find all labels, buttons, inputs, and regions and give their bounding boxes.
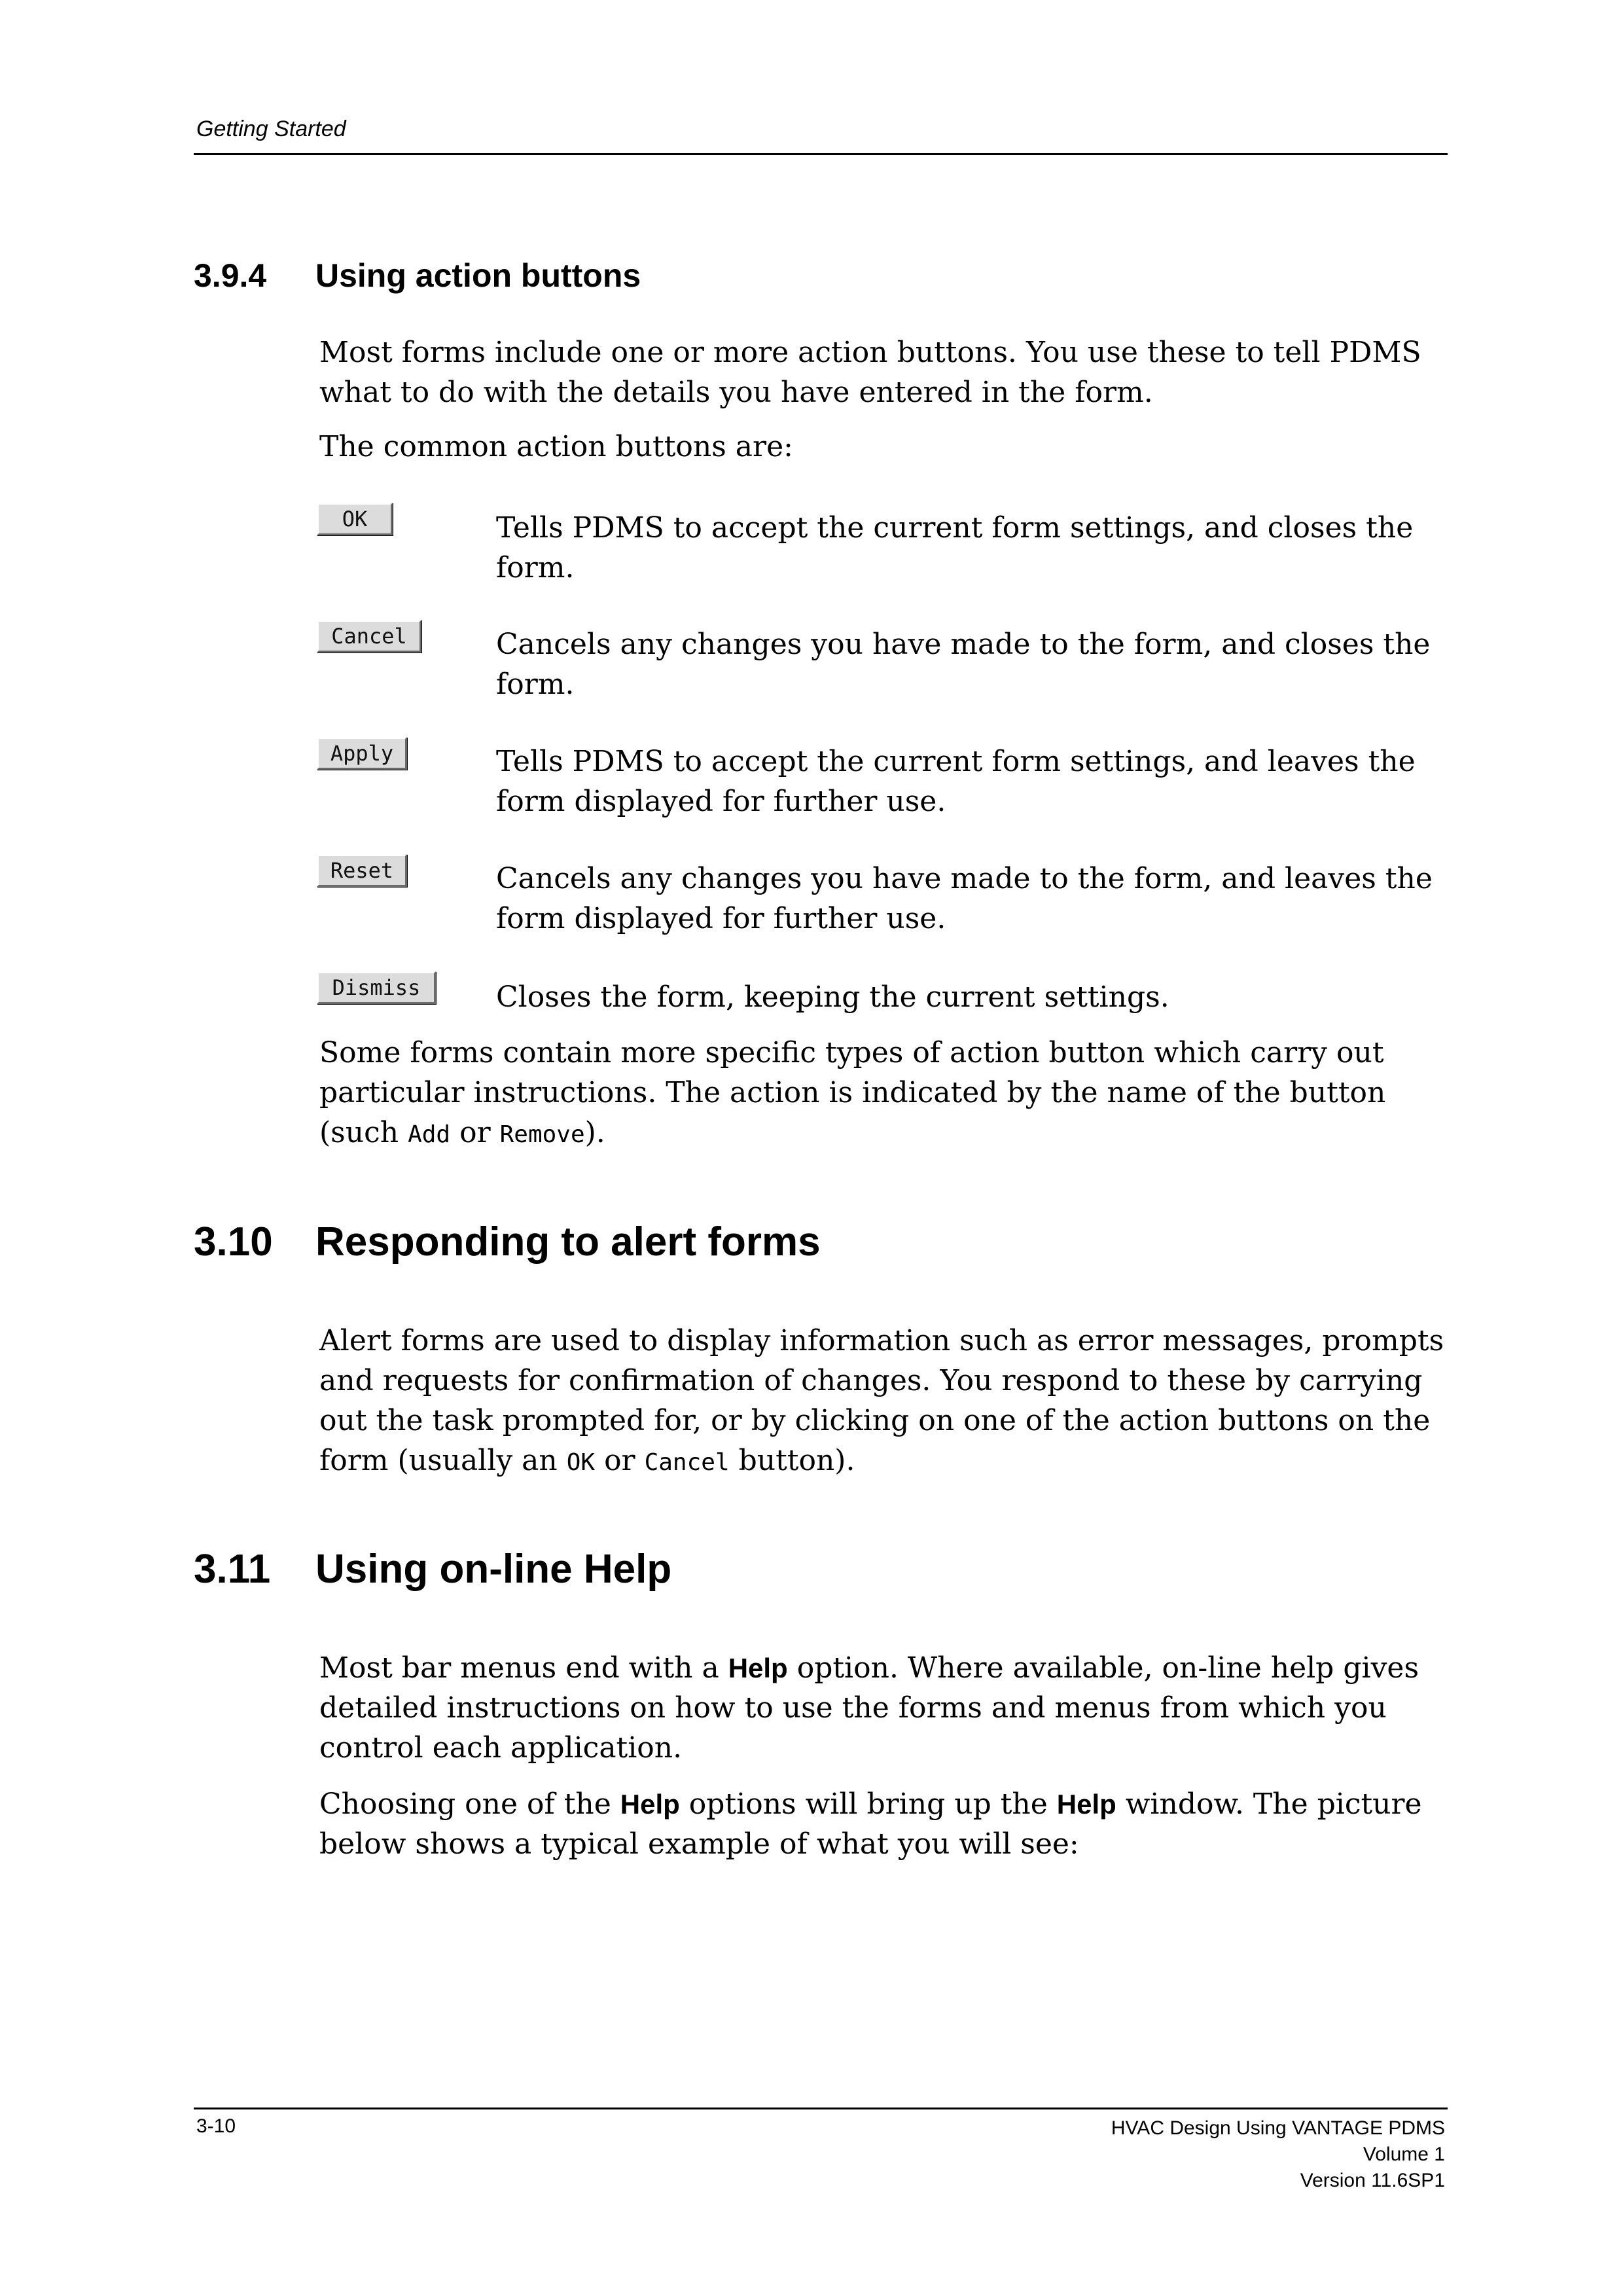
specific-text-b: or: [450, 1116, 500, 1149]
section-heading-3-10: [194, 1219, 821, 1265]
dismiss-button[interactable]: Dismiss: [317, 971, 436, 1004]
alert-text-a: Alert forms are used to display information such as error messages, prompts and requests for confirmation of changes. You respond to these by carrying out the task prompted for, or by clicking on one of the action buttons on the form (usually an: [319, 1324, 1444, 1477]
intro-paragraph: Most forms include one or more action buttons. You use these to tell PDMS what to do with the details you have entered in the form.: [319, 336, 1421, 409]
ok-code: OK: [566, 1449, 596, 1476]
help-p1-text-b: option. Where available, on-line help gives detailed instructions on how to use the forms and menus from which you control each application.: [319, 1651, 1419, 1765]
add-code: Add: [408, 1121, 451, 1148]
help-p2-text-c: window. The picture below shows a typical example of what you will see:: [319, 1787, 1422, 1861]
apply-button-description: Tells PDMS to accept the current form settings, and leaves the form displayed for further use.: [496, 745, 1416, 818]
footer-doc-info: [1111, 2115, 1445, 2194]
header-rule: [194, 153, 1448, 155]
dismiss-button-description: Closes the form, keeping the current settings.: [496, 980, 1169, 1014]
reset-button[interactable]: Reset: [317, 854, 407, 887]
specific-text-c: ).: [584, 1116, 605, 1149]
apply-button[interactable]: Apply: [317, 737, 407, 770]
help-window-paragraph: [319, 1784, 1458, 1864]
ok-button[interactable]: OK: [317, 503, 393, 535]
remove-code: Remove: [499, 1121, 585, 1148]
help-p1-text-a: Most bar menus end with a: [319, 1651, 728, 1685]
reset-button-description: Cancels any changes you have made to the form, and leaves the form displayed for further use.: [496, 862, 1433, 935]
online-help-paragraph: [319, 1648, 1458, 1768]
help-options-term: Help: [620, 1789, 680, 1820]
alert-forms-paragraph: [319, 1321, 1458, 1482]
section-number: 3.11: [194, 1547, 271, 1592]
ok-button-description: Tells PDMS to accept the current form settings, and closes the form.: [496, 511, 1414, 584]
section-heading-3-9-4: [194, 257, 641, 295]
alert-text-c: button).: [729, 1444, 855, 1477]
alert-text-b: or: [595, 1444, 645, 1477]
cancel-button-description: Cancels any changes you have made to the form, and closes the form.: [496, 628, 1431, 701]
common-buttons-intro: The common action buttons are:: [319, 430, 793, 463]
cancel-code: Cancel: [644, 1449, 730, 1476]
help-p2-text-b: options will bring up the: [679, 1787, 1057, 1821]
section-title: Responding to alert forms: [315, 1219, 821, 1265]
section-heading-3-11: [194, 1546, 671, 1592]
section-title: Using action buttons: [315, 257, 641, 294]
cancel-button[interactable]: Cancel: [317, 620, 421, 653]
help-p2-text-a: Choosing one of the: [319, 1787, 620, 1821]
help-window-term: Help: [1056, 1789, 1116, 1820]
specific-text-a: Some forms contain more specific types of action button which carry out particular instructions. The action is indicated by the name of the button (such: [319, 1036, 1386, 1149]
section-number: 3.10: [194, 1219, 273, 1265]
section-number: 3.9.4: [194, 257, 267, 294]
page-number: 3-10: [196, 2115, 236, 2137]
running-header: Getting Started: [196, 117, 346, 141]
footer-rule: [194, 2108, 1448, 2109]
specific-buttons-paragraph: [319, 1033, 1458, 1155]
doc-title: HVAC Design Using VANTAGE PDMS: [1111, 2117, 1445, 2139]
doc-volume: Volume 1: [1363, 2144, 1445, 2165]
doc-version: Version 11.6SP1: [1300, 2170, 1445, 2191]
section-title: Using on-line Help: [315, 1547, 672, 1592]
help-menu-term: Help: [728, 1653, 788, 1683]
